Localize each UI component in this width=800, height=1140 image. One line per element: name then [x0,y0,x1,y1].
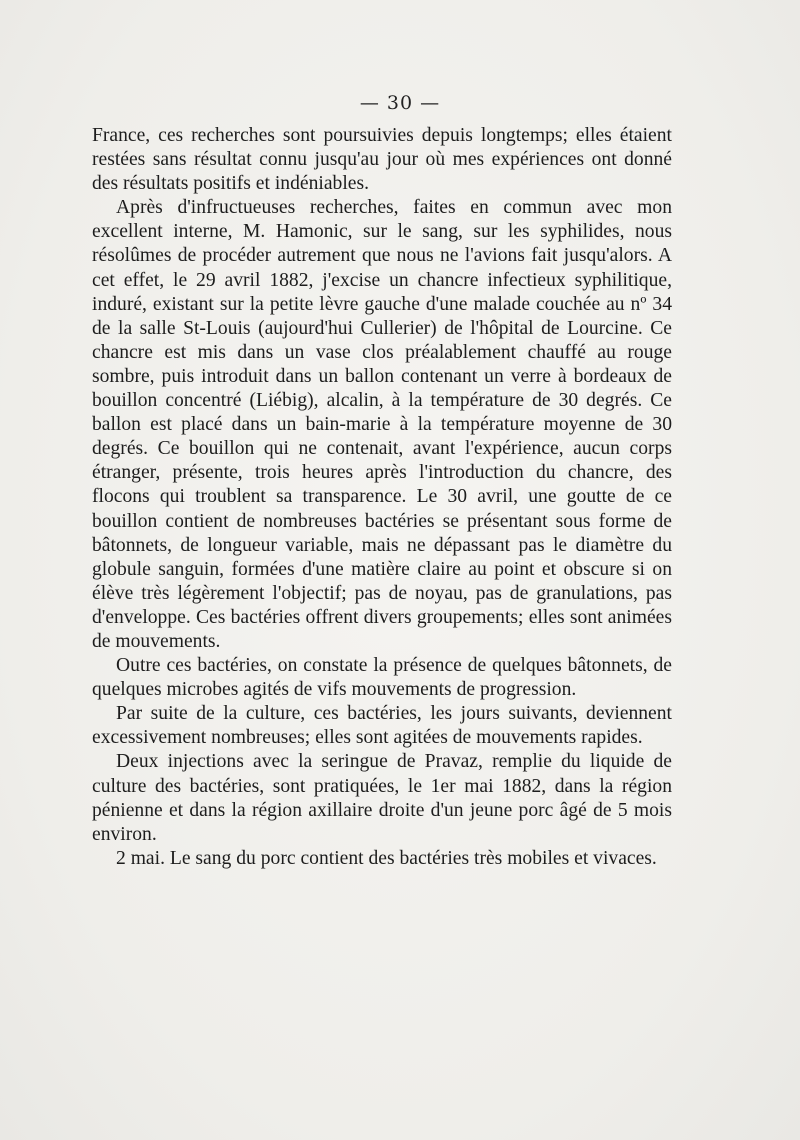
body-text [92,124,672,871]
paragraph-1: France, ces recherches sont poursuivies depuis longtemps; elles étaient restées sans résultat connu jusqu'au jour où mes expériences ont donné des résultats positifs et indéniables. [92,125,672,195]
paragraph-5-end: mai 1882, dans la région pénienne et dans la région axillaire droite d'un jeune porc âgé de 5 mois environ. [92,775,672,845]
paragraph-3: Outre ces bactéries, on constate la présence de quelques bâtonnets, de quelques microbes agités de vifs mouvements de progression. [92,655,672,701]
paragraph-6: 2 mai. Le sang du porc contient des bactéries très mobiles et vivaces. [116,847,657,869]
paragraph-2: Après d'infructueuses recherches, faites en commun avec mon excellent interne, M. Hamonic, sur le sang, sur les syphilides, nous résolûmes de procéder autrement que nous ne l'avions fait jusqu'alors. A cet effet, le 29 avril 1882, j'excise un chancre infectieux syphilitique, induré, existant sur la petite lèvre gauche d'une malade couchée au nº 34 de la salle St-Louis (aujourd'hui Cullerier) de l'hôpital de Lourcine. Ce chancre est mis dans un vase clos préalablement chauffé au rouge sombre, puis introduit dans un ballon contenant un verre à bordeaux de bouillon concentré (Liébig), alcalin, à la température de 30 degrés. Ce ballon est placé dans un bain-marie à la température moyenne de 30 degrés. Ce bouillon qui ne contenait, avant l'expérience, aucun corps étranger, présente, trois heures après l'introduction du chancre, des flocons qui troublent sa transparence. Le 30 avril, une goutte de ce bouillon contient de nombreuses bactéries se présentant sous forme de bâtonnets, de longueur variable, mais ne dépassant pas le diamètre du globule sanguin, formées d'une matière claire au point et obscure si on élève très légèrement l'objectif; pas de noyau, pas de granulations, pas d'enveloppe. Ces bactéries offrent divers groupements; elles sont animées de mouvements. [92,197,672,652]
page-number: — 30 — [359,92,441,114]
paragraph-5-start: Deux injections avec la seringue de Pravaz, remplie du liquide de culture des bactéries, sont pratiquées, le [92,751,672,797]
paragraph-5 [92,750,672,846]
paragraph-4: Par suite de la culture, ces bactéries, les jours suivants, deviennent excessivement nombreuses; elles sont agitées de mouvements rapides. [92,703,672,749]
date-first-may: 1er [430,775,456,797]
